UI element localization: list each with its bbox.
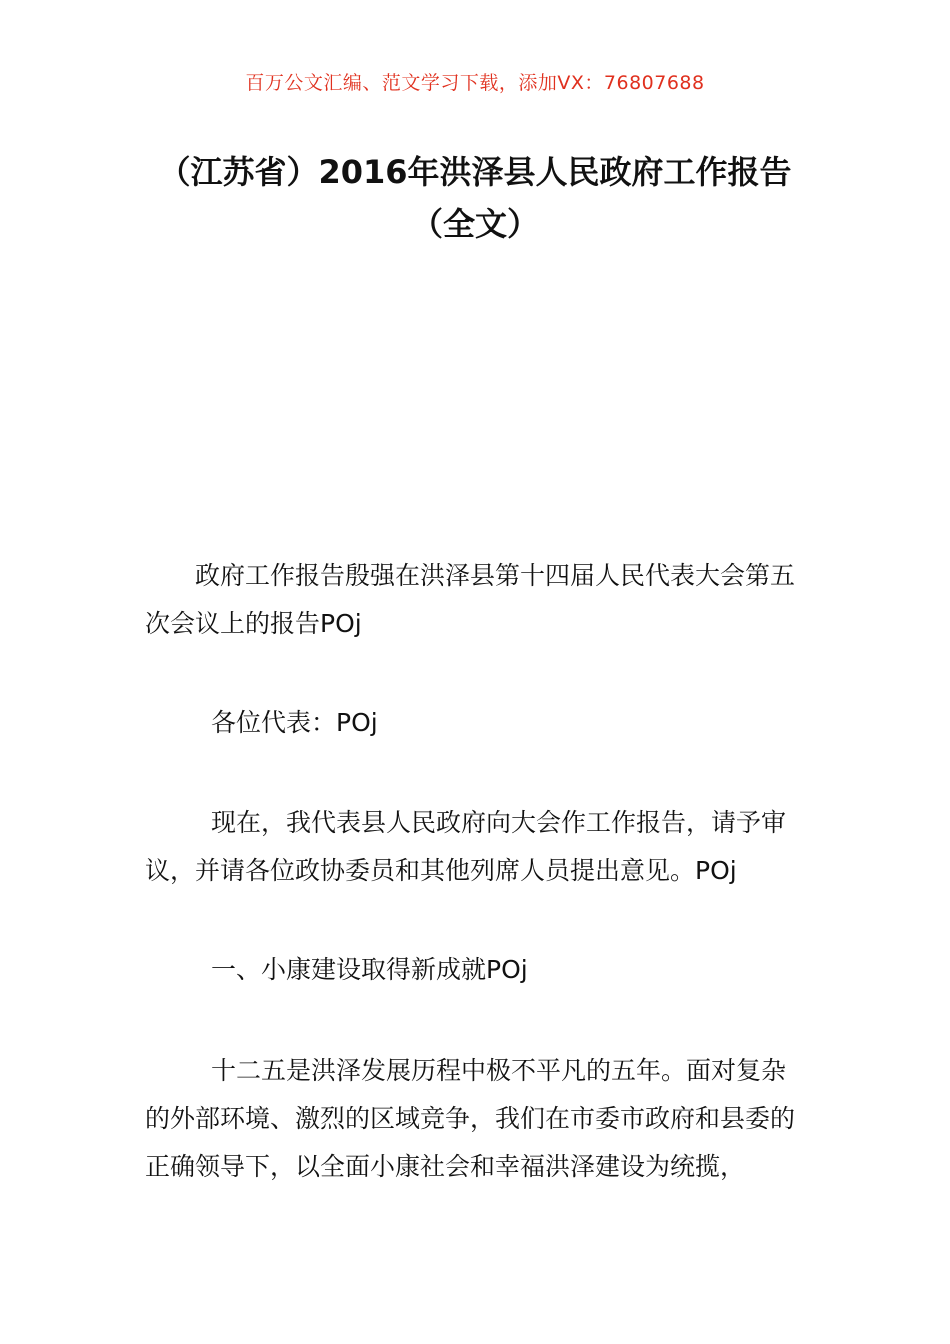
- document-title: （江苏省）2016年洪泽县人民政府工作报告（全文）: [158, 153, 792, 243]
- promo-header-text: 百万公文汇编、范文学习下载，添加VX：76807688: [245, 72, 705, 94]
- paragraph-section-1-body: 十二五是洪泽发展历程中极不平凡的五年。面对复杂的外部环境、激烈的区域竞争，我们在市委市政府和县委的正确领导下，以全面小康社会和幸福洪泽建设为统揽，: [145, 1056, 796, 1181]
- paragraph-salutation: 各位代表：POj: [211, 708, 378, 737]
- paragraph-opening: 现在，我代表县人民政府向大会作工作报告，请予审议，并请各位政协委员和其他列席人员提出意见。POj: [145, 808, 787, 885]
- section-heading-1: 一、小康建设取得新成就POj: [211, 955, 528, 984]
- paragraph-report-intro: 政府工作报告殷强在洪泽县第十四届人民代表大会第五次会议上的报告POj: [145, 561, 796, 638]
